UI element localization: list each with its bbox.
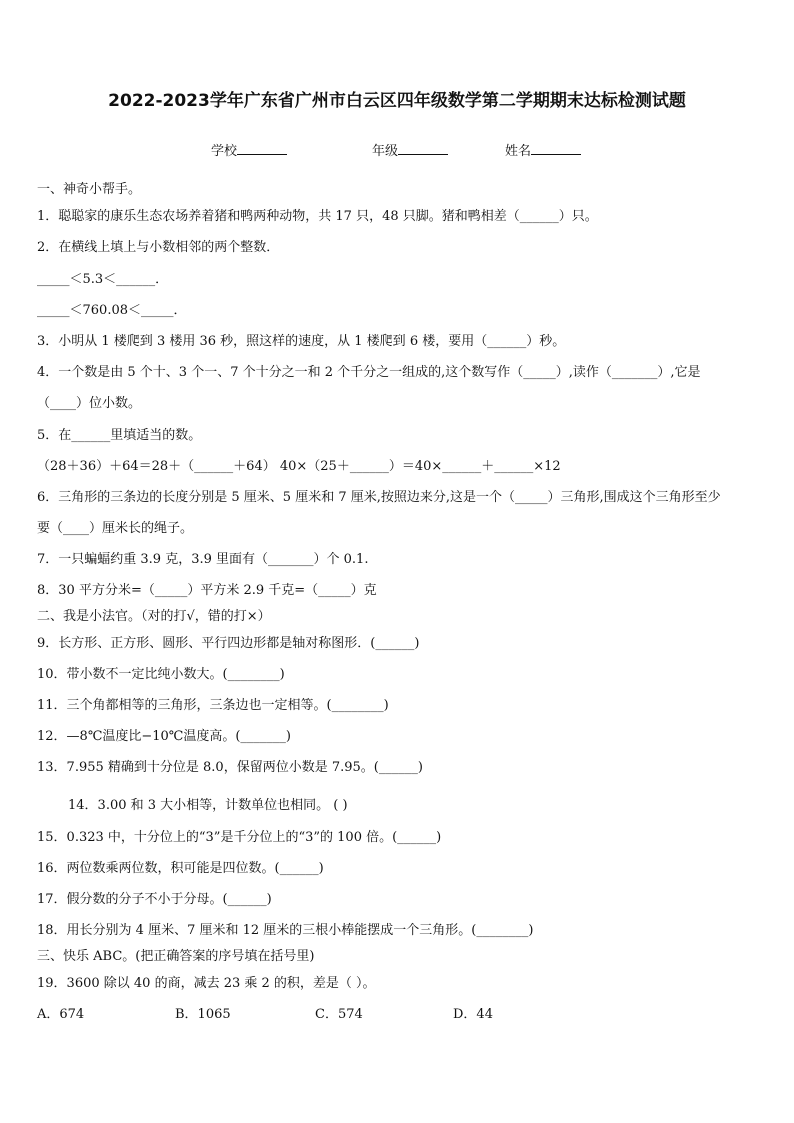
question-5-equations: （28＋36）＋64＝28＋（______＋64） 40×（25＋______）＝40×______＋______×12 (37, 459, 561, 474)
question-3: 3．小明从 1 楼爬到 3 楼用 36 秒，照这样的速度，从 1 楼爬到 6 楼，要用（______）秒。 (37, 334, 566, 349)
question-14: 14．3.00 和 3 大小相等，计数单位也相同。 ( ) (68, 798, 348, 813)
question-4: 4．一个数是由 5 个十、3 个一、7 个十分之一和 2 个千分之一组成的,这个数写作（_____）,读作（_______）,它是 (37, 365, 701, 380)
question-9: 9．长方形、正方形、圆形、平行四边形都是轴对称图形．(______) (37, 636, 420, 651)
question-12: 12．—8℃温度比−10℃温度高。(_______) (37, 729, 291, 744)
question-6-continued: 要（____）厘米长的绳子。 (37, 521, 194, 536)
question-18: 18．用长分别为 4 厘米、7 厘米和 12 厘米的三根小棒能摆成一个三角形。(________) (37, 923, 534, 938)
question-2-blank-a: _____＜5.3＜______． (37, 272, 169, 287)
question-16: 16．两位数乘两位数，积可能是四位数。(______) (37, 861, 324, 876)
school-label: 学校 (211, 144, 238, 159)
question-7: 7．一只蝙蝠约重 3.9 克，3.9 里面有（_______）个 0.1. (37, 552, 369, 567)
question-13: 13．7.955 精确到十分位是 8.0，保留两位小数是 7.95。(______) (37, 760, 423, 775)
name-field (505, 140, 581, 159)
grade-label: 年级 (372, 144, 399, 159)
option-b: B．1065 (175, 1007, 231, 1022)
option-a: A．674 (37, 1007, 85, 1022)
question-10: 10．带小数不一定比纯小数大。(________) (37, 667, 285, 682)
question-17: 17．假分数的分子不小于分母。(______) (37, 892, 272, 907)
question-6: 6．三角形的三条边的长度分别是 5 厘米、5 厘米和 7 厘米,按照边来分,这是一个（_____）三角形,围成这个三角形至少 (37, 490, 721, 505)
grade-field (372, 140, 448, 159)
school-field (211, 140, 287, 159)
section-1-heading: 一、神奇小帮手。 (37, 182, 142, 197)
question-1: 1．聪聪家的康乐生态农场养着猪和鸭两种动物，共 17 只，48 只脚。猪和鸭相差（______）只。 (37, 209, 598, 224)
name-label: 姓名 (505, 144, 532, 159)
question-2-blank-b: _____＜760.08＜_____． (37, 303, 187, 318)
name-blank (531, 141, 581, 155)
section-3-heading: 三、快乐 ABC。(把正确答案的序号填在括号里) (37, 949, 315, 964)
question-5: 5．在______里填适当的数。 (37, 428, 202, 443)
grade-blank (398, 141, 448, 155)
question-8: 8．30 平方分米=（_____）平方米 2.9 千克=（_____）克 (37, 583, 377, 598)
question-11: 11．三个角都相等的三角形，三条边也一定相等。(________) (37, 698, 389, 713)
section-2-heading: 二、我是小法官。（对的打√，错的打×） (37, 609, 271, 624)
option-c: C．574 (315, 1007, 363, 1022)
option-d: D．44 (453, 1007, 493, 1022)
school-blank (237, 141, 287, 155)
question-19: 19．3600 除以 40 的商，减去 23 乘 2 的积，差是（ ）。 (37, 976, 376, 991)
exam-title: 2022-2023学年广东省广州市白云区四年级数学第二学期期末达标检测试题 (108, 91, 686, 111)
question-15: 15．0.323 中，十分位上的“3”是千分位上的“3”的 100 倍。(______) (37, 830, 442, 845)
question-4-continued: （____）位小数。 (37, 396, 142, 411)
question-2: 2．在横线上填上与小数相邻的两个整数． (37, 240, 280, 255)
